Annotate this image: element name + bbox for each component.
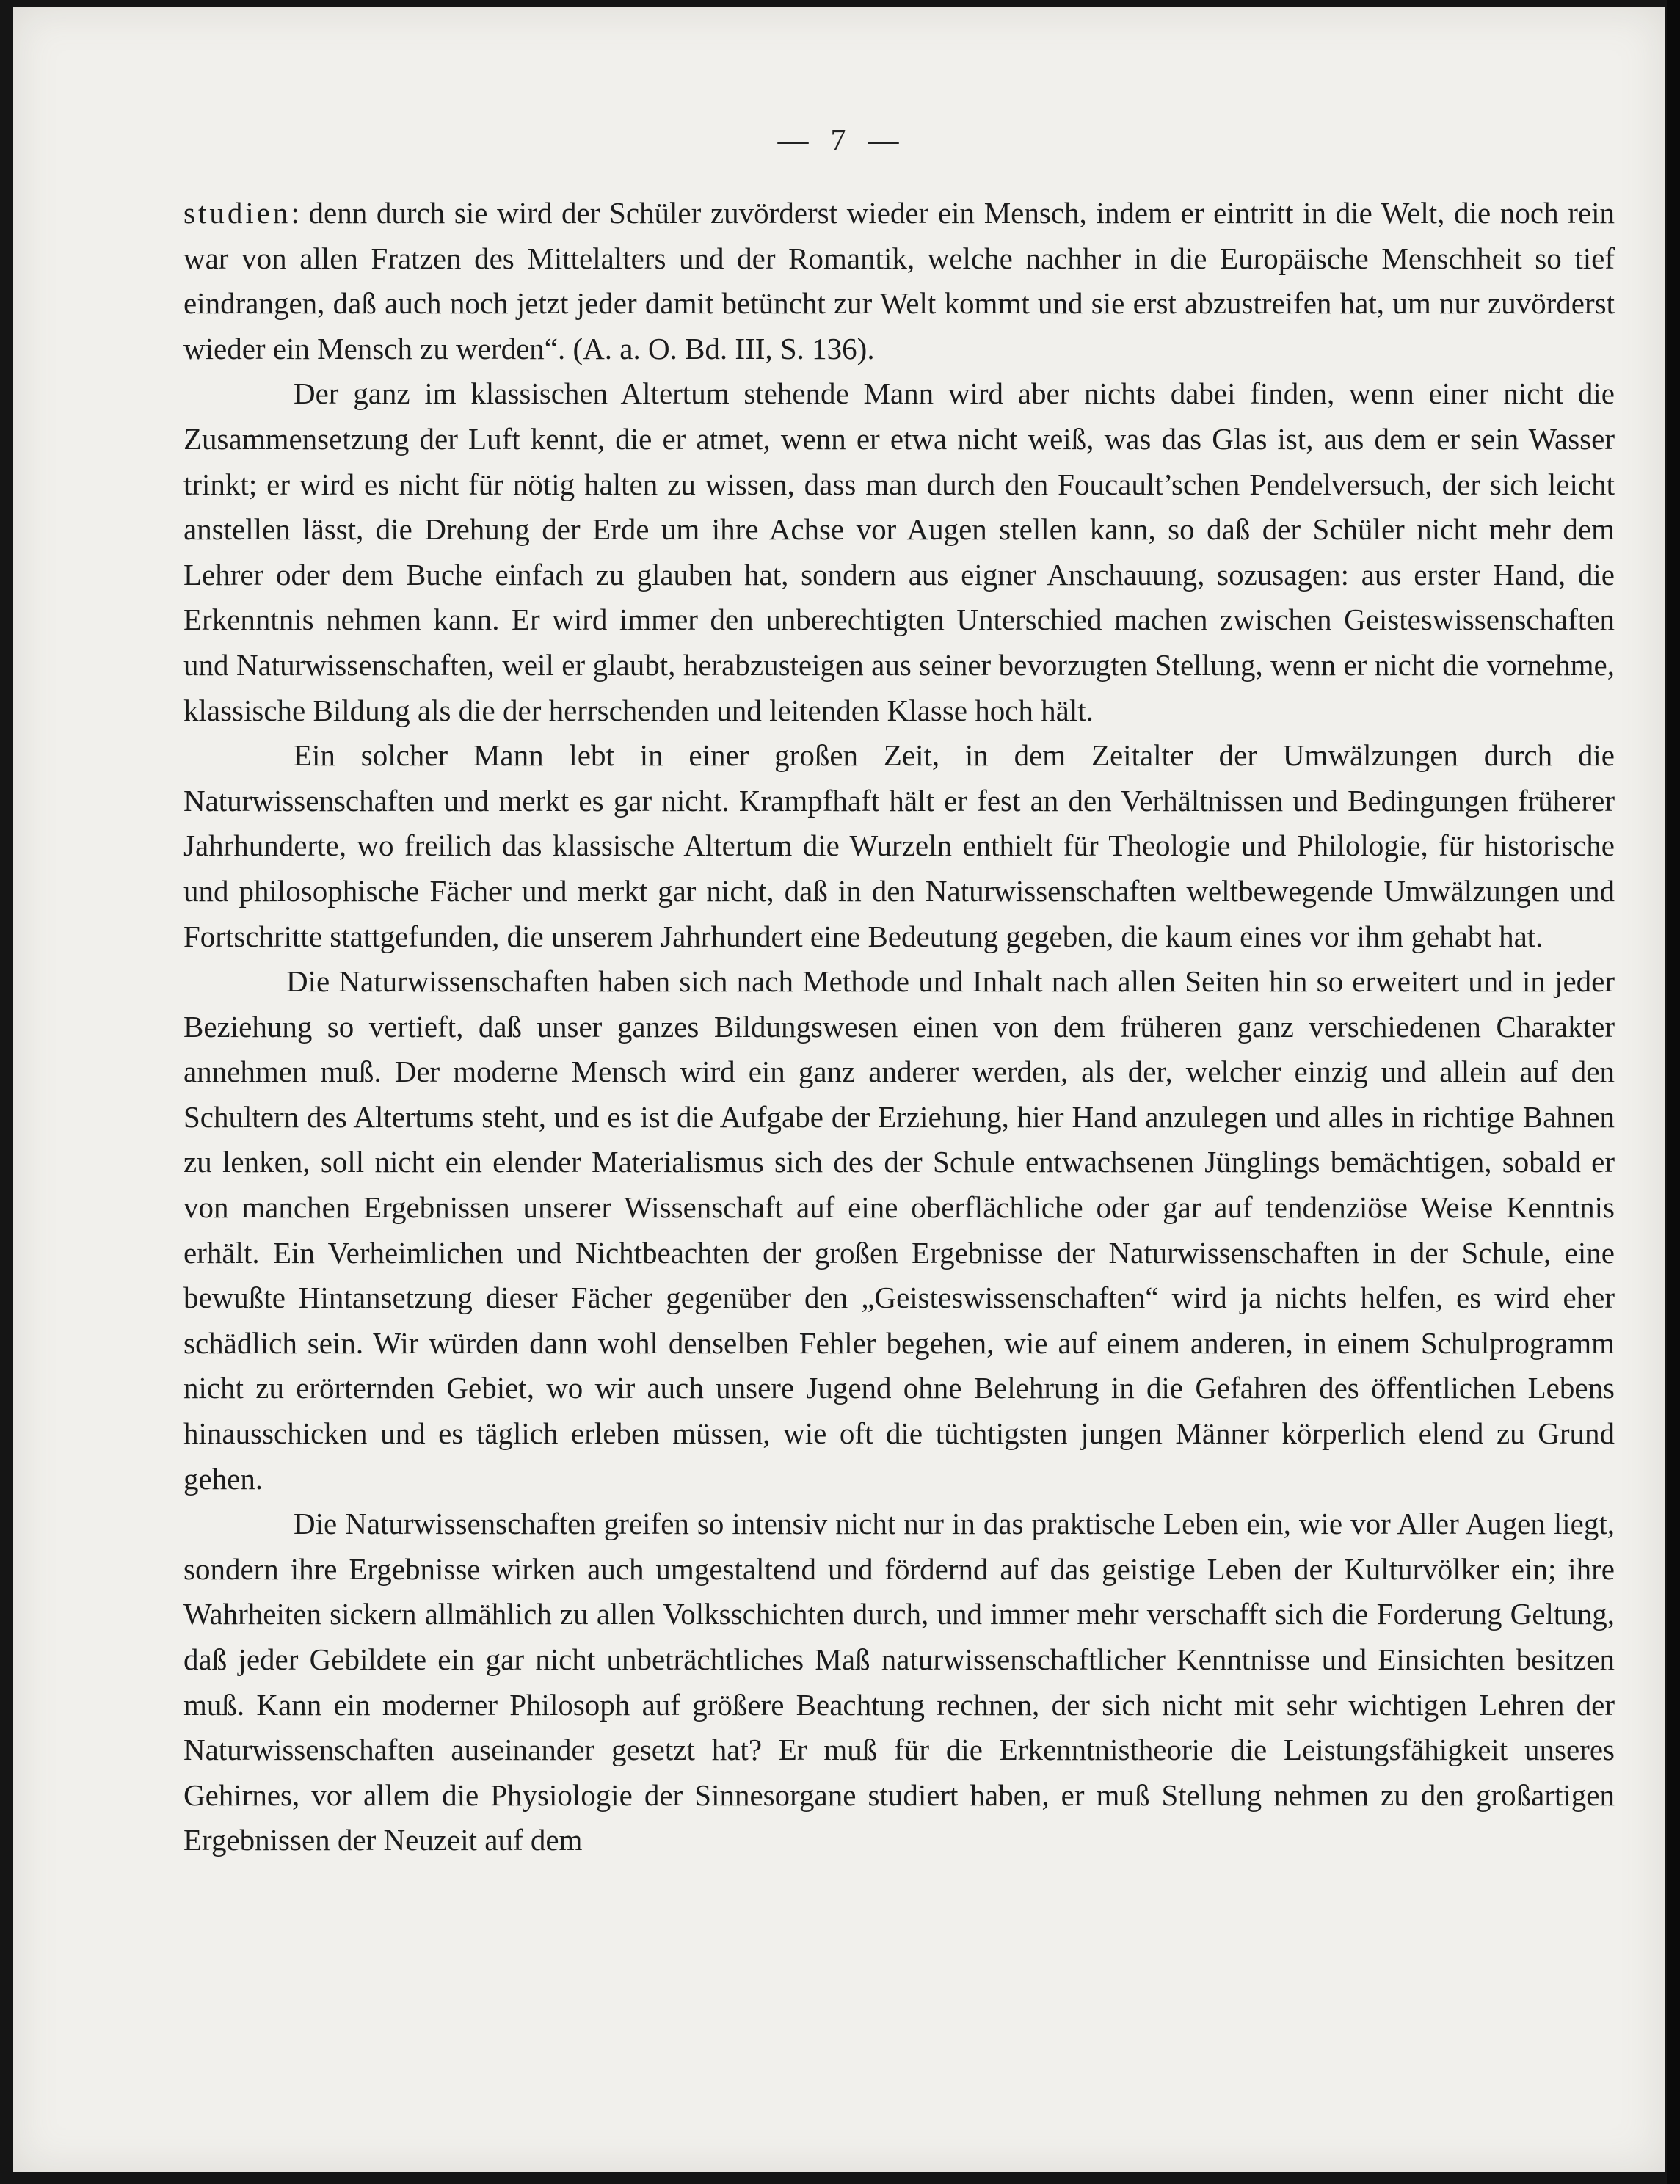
paragraph-1-lead: studien (183, 196, 291, 230)
paragraph-1 (183, 191, 1615, 371)
scan-edge (1667, 0, 1680, 2184)
paragraph-1-text: : denn durch sie wird der Schüler zuvörderst wieder ein Mensch, indem er eintritt in die Welt, die noch rein war von allen Fratzen des Mittelalters und der Romantik, welche nachher in die Europäische Menschheit so tief eindrangen, daß auch noch jetzt jeder damit betüncht zur Welt kommt und sie erst abzustreifen hat, um nur zuvörderst wieder ein Mensch zu werden“. (A. a. O. Bd. III, S. 136). (183, 196, 1615, 365)
paragraph-2: Der ganz im klassischen Altertum stehende Mann wird aber nichts dabei finden, wenn einer nicht die Zusammensetzung der Luft kennt, die er atmet, wenn er etwa nicht weiß, was das Glas ist, aus dem er sein Wasser trinkt; er wird es nicht für nötig halten zu wissen, dass man durch den Foucault’schen Pendelversuch, der sich leicht anstellen lässt, die Drehung der Erde um ihre Achse vor Augen stellen kann, so daß der Schüler nicht mehr dem Lehrer oder dem Buche einfach zu glauben hat, sondern aus eigner Anschauung, sozusagen: aus erster Hand, die Erkenntnis nehmen kann. Er wird immer den unberechtigten Unterschied machen zwischen Geisteswissenschaften und Naturwissenschaften, weil er glaubt, herabzusteigen aus seiner bevorzugten Stellung, wenn er nicht die vornehme, klassische Bildung als die der herrschenden und leitenden Klasse hoch hält. (183, 376, 1615, 727)
page-number (13, 123, 1665, 159)
page-number-value: 7 (830, 124, 848, 158)
page-number-dash-left: — (777, 124, 810, 158)
document-page (13, 7, 1665, 2172)
paragraph-5: Die Naturwissenschaften greifen so intensiv nicht nur in das praktische Leben ein, wie vor Aller Augen liegt, sondern ihre Ergebnisse wirken auch umgestaltend und fördernd auf das geistige Leben der Kulturvölker ein; ihre Wahrheiten sickern allmählich zu allen Volksschichten durch, und immer mehr verschafft sich die Forderung Geltung, daß jeder Gebildete ein gar nicht unbeträchtliches Maß naturwissenschaftlicher Kenntnisse und Einsichten besitzen muß. Kann ein moderner Philosoph auf größere Beachtung rechnen, der sich nicht mit sehr wichtigen Lehren der Naturwissenschaften auseinander gesetzt hat? Er muß für die Erkenntnistheorie die Leistungsfähigkeit unseres Gehirnes, vor allem die Physiologie der Sinnesorgane studiert haben, er muß Stellung nehmen zu den großartigen Ergebnissen der Neuzeit auf dem (183, 1507, 1615, 1857)
body-text (183, 191, 1615, 1863)
page-number-dash-right: — (868, 124, 901, 158)
paragraph-3: Ein solcher Mann lebt in einer großen Zeit, in dem Zeitalter der Umwälzungen durch die Naturwissenschaften und merkt es gar nicht. Krampfhaft hält er fest an den Verhältnissen und Bedingungen früherer Jahrhunderte, wo freilich das klassische Altertum die Wurzeln enthielt für Theologie und Philologie, für historische und philosophische Fächer und merkt gar nicht, daß in den Naturwissenschaften weltbewegende Umwälzungen und Fortschritte stattgefunden, die unserem Jahrhundert eine Bedeutung gegeben, die kaum eines vor ihm gehabt hat. (183, 738, 1615, 953)
paragraph-4: Die Naturwissenschaften haben sich nach Methode und Inhalt nach allen Seiten hin so erweitert und in jeder Beziehung so vertieft, daß unser ganzes Bildungswesen einen von dem früheren ganz verschiedenen Charakter annehmen muß. Der moderne Mensch wird ein ganz anderer werden, als der, welcher einzig und allein auf den Schultern des Altertums steht, und es ist die Aufgabe der Erziehung, hier Hand anzulegen und alles in richtige Bahnen zu lenken, soll nicht ein elender Materialismus sich des der Schule entwachsenen Jünglings bemächtigen, sobald er von manchen Ergebnissen unserer Wissenschaft auf eine oberflächliche oder gar auf tendenziöse Weise Kenntnis erhält. Ein Verheimlichen und Nichtbeachten der großen Ergebnisse der Naturwissenschaften in der Schule, eine bewußte Hintansetzung dieser Fächer gegenüber den „Geisteswissenschaften“ wird ja nichts helfen, es wird eher schädlich sein. Wir würden dann wohl denselben Fehler begehen, wie auf einem anderen, in einem Schulprogramm nicht zu erörternden Gebiet, wo wir auch unsere Jugend ohne Belehrung in die Gefahren des öffentlichen Lebens hinausschicken und es täglich erleben müssen, wie oft die tüchtigsten jungen Männer körperlich elend zu Grund gehen. (183, 964, 1615, 1496)
